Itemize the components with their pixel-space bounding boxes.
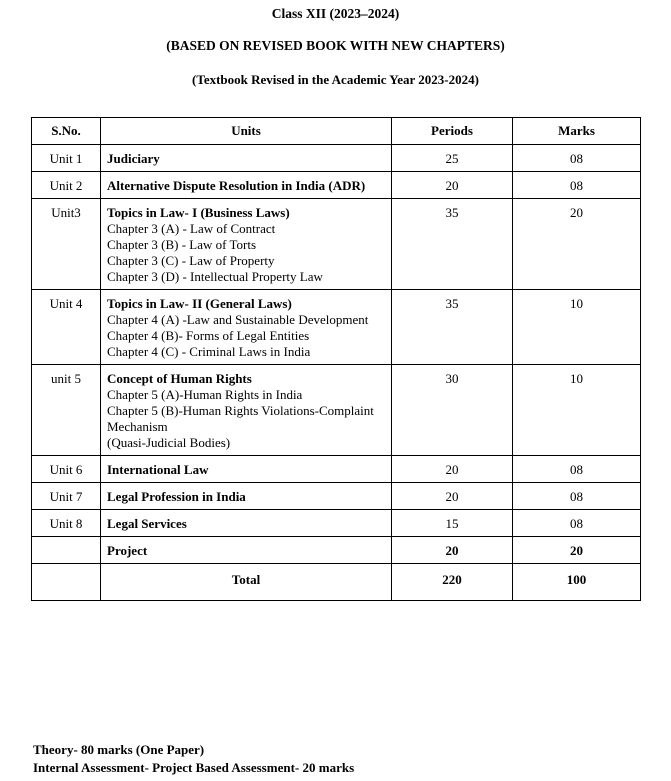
- table-row: [32, 483, 641, 510]
- table-row: [32, 510, 641, 537]
- table-row: [32, 290, 641, 365]
- unit-title: Judiciary: [107, 151, 160, 166]
- chapter-item: Chapter 3 (B) - Law of Torts: [107, 237, 257, 252]
- unit-periods: 35: [392, 290, 513, 365]
- header-marks: Marks: [513, 118, 641, 145]
- syllabus-table: [31, 117, 641, 601]
- unit-cell: [101, 172, 392, 199]
- unit-sno: unit 5: [32, 365, 101, 456]
- unit-sno: Unit 7: [32, 483, 101, 510]
- unit-marks: 10: [513, 365, 641, 456]
- unit-cell: [101, 483, 392, 510]
- header-units: Units: [101, 118, 392, 145]
- table-header-row: [32, 118, 641, 145]
- unit-cell: [101, 199, 392, 290]
- unit-sno: Unit 2: [32, 172, 101, 199]
- chapter-item: Chapter 3 (C) - Law of Property: [107, 253, 275, 268]
- total-label: Total: [101, 564, 392, 601]
- unit-sno: Unit3: [32, 199, 101, 290]
- unit-cell: [101, 365, 392, 456]
- unit-sno: Unit 1: [32, 145, 101, 172]
- unit-cell: [101, 290, 392, 365]
- chapter-item: Chapter 3 (D) - Intellectual Property Law: [107, 269, 323, 284]
- unit-title: Alternative Dispute Resolution in India (ADR): [107, 178, 366, 193]
- unit-sno: Unit 8: [32, 510, 101, 537]
- theory-note: Theory- 80 marks (One Paper): [33, 742, 205, 757]
- chapter-item: Chapter 4 (B)- Forms of Legal Entities: [107, 328, 310, 343]
- table-row: [32, 456, 641, 483]
- chapter-item: Chapter 5 (B)-Human Rights Violations-Complaint Mechanism: [107, 403, 374, 434]
- project-sno: [32, 537, 101, 564]
- unit-marks: 08: [513, 483, 641, 510]
- table-row: [32, 199, 641, 290]
- table-row: [32, 365, 641, 456]
- textbook-revised-heading: (Textbook Revised in the Academic Year 2023-2024): [192, 72, 479, 87]
- unit-cell: [101, 510, 392, 537]
- total-row: [32, 564, 641, 601]
- unit-periods: 30: [392, 365, 513, 456]
- header-sno: S.No.: [32, 118, 101, 145]
- unit-sno: Unit 6: [32, 456, 101, 483]
- total-marks: 100: [513, 564, 641, 601]
- unit-periods: 25: [392, 145, 513, 172]
- project-marks: 20: [513, 537, 641, 564]
- internal-assessment-note: Internal Assessment- Project Based Assessment- 20 marks: [33, 760, 355, 775]
- unit-title: Topics in Law- II (General Laws): [107, 296, 292, 311]
- chapter-item: (Quasi-Judicial Bodies): [107, 435, 231, 450]
- total-periods: 220: [392, 564, 513, 601]
- unit-sno: Unit 4: [32, 290, 101, 365]
- unit-cell: [101, 145, 392, 172]
- unit-marks: 08: [513, 145, 641, 172]
- unit-periods: 15: [392, 510, 513, 537]
- unit-cell: [101, 456, 392, 483]
- table-row: [32, 145, 641, 172]
- chapter-item: Chapter 4 (C) - Criminal Laws in India: [107, 344, 311, 359]
- unit-title: Legal Services: [107, 516, 187, 531]
- project-title: Project: [101, 537, 392, 564]
- unit-periods: 35: [392, 199, 513, 290]
- class-heading: Class XII (2023–2024): [271, 6, 400, 21]
- chapter-item: Chapter 4 (A) -Law and Sustainable Development: [107, 312, 369, 327]
- unit-periods: 20: [392, 172, 513, 199]
- unit-title: Concept of Human Rights: [107, 371, 252, 386]
- project-row: [32, 537, 641, 564]
- unit-title: Topics in Law- I (Business Laws): [107, 205, 290, 220]
- unit-marks: 08: [513, 172, 641, 199]
- chapter-item: Chapter 3 (A) - Law of Contract: [107, 221, 276, 236]
- unit-periods: 20: [392, 483, 513, 510]
- unit-marks: 20: [513, 199, 641, 290]
- unit-marks: 10: [513, 290, 641, 365]
- unit-title: International Law: [107, 462, 209, 477]
- unit-periods: 20: [392, 456, 513, 483]
- unit-marks: 08: [513, 510, 641, 537]
- project-periods: 20: [392, 537, 513, 564]
- revised-book-heading: (BASED ON REVISED BOOK WITH NEW CHAPTERS): [166, 38, 505, 53]
- header-periods: Periods: [392, 118, 513, 145]
- unit-marks: 08: [513, 456, 641, 483]
- total-sno: [32, 564, 101, 601]
- chapter-item: Chapter 5 (A)-Human Rights in India: [107, 387, 303, 402]
- unit-title: Legal Profession in India: [107, 489, 246, 504]
- table-row: [32, 172, 641, 199]
